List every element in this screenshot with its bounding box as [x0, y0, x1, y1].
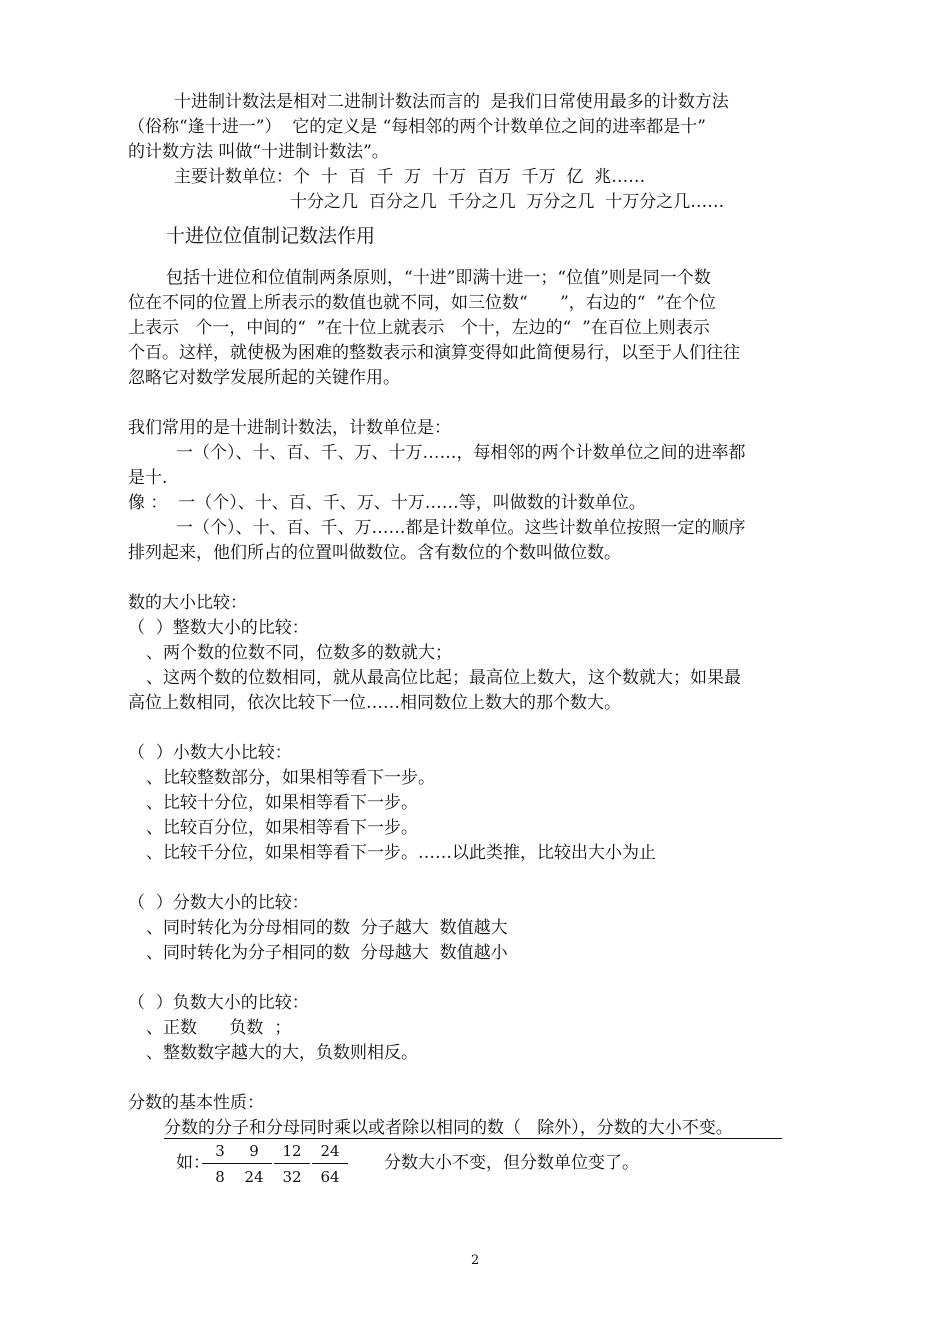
page-number: 2	[471, 1253, 480, 1268]
fraction-numerator: 9	[236, 1142, 272, 1164]
fraction	[274, 1142, 310, 1186]
subsection-title: （ ）整数大小的比较：	[128, 618, 309, 638]
subsection-title: （ ）负数大小的比较：	[128, 993, 309, 1013]
paragraph-line: 主要计数单位：个 十 百 千 万 十万 百万 千万 亿 兆……	[174, 167, 646, 187]
rule-underline	[164, 1138, 782, 1139]
list-item: 、同时转化为分子相同的数 分母越大 数值越小	[146, 943, 508, 963]
paragraph-line: （俗称“逢十进一”） 它的定义是 “每相邻的两个计数单位之间的进率都是十”	[128, 117, 706, 137]
list-item: 、比较百分位，如果相等看下一步。	[146, 818, 418, 838]
section-title: 分数的基本性质：	[128, 1093, 264, 1113]
list-item: 、比较整数部分，如果相等看下一步。	[146, 768, 435, 788]
fraction-denominator: 32	[282, 1168, 302, 1186]
paragraph-line: 高位上数相同，依次比较下一位……相同数位上数大的那个数大。	[128, 693, 621, 713]
subsection-title: （ ）分数大小的比较：	[128, 893, 309, 913]
list-item: 、正数 负数 ；	[146, 1018, 292, 1038]
paragraph-line: 像 ： 一（个）、十、百、千、万、十万……等，叫做数的计数单位。	[128, 493, 646, 513]
fraction-denominator: 24	[244, 1168, 264, 1186]
section-heading: 十进位位值制记数法作用	[166, 225, 376, 247]
underlined-rule: 分数的分子和分母同时乘以或者除以相同的数（ 除外），分数的大小不变。	[164, 1118, 733, 1138]
paragraph-line: 十进制计数法是相对二进制计数法而言的 是我们日常使用最多的计数方法	[174, 92, 729, 112]
paragraph-line: 的计数方法 叫做“十进制计数法”。	[128, 142, 389, 162]
paragraph-line: 包括十进位和位值制两条原则，“十进”即满十进一；“位值”则是同一个数	[166, 268, 711, 288]
subsection-title: （ ）小数大小比较：	[128, 743, 292, 763]
fraction-numerator: 24	[312, 1142, 348, 1164]
list-item: 、整数数字越大的大，负数则相反。	[146, 1043, 418, 1063]
fraction-denominator: 64	[320, 1168, 340, 1186]
section-title: 数的大小比较：	[128, 593, 247, 613]
fraction-numerator: 12	[274, 1142, 310, 1164]
list-item: 、两个数的位数不同，位数多的数就大；	[146, 643, 452, 663]
list-item: 、同时转化为分母相同的数 分子越大 数值越大	[146, 918, 508, 938]
fraction	[236, 1142, 272, 1186]
paragraph-line: 忽略它对数学发展所起的关键作用。	[128, 368, 400, 388]
paragraph-line: 排列起来，他们所占的位置叫做数位。含有数位的个数叫做位数。	[128, 543, 621, 563]
list-item: 、这两个数的位数相同，就从最高位比起；最高位上数大，这个数就大；如果最	[146, 668, 741, 688]
example-label: 如：	[176, 1153, 210, 1173]
paragraph-line: 我们常用的是十进制计数法，计数单位是：	[128, 418, 451, 438]
paragraph-line: 十分之几 百分之几 千分之几 万分之几 十万分之几……	[290, 192, 725, 212]
paragraph-line: 上表示 个一，中间的“ ”在十位上就表示 个十，左边的“ ”在百位上则表示	[128, 318, 710, 338]
fraction	[202, 1142, 238, 1186]
paragraph-line: 一（个）、十、百、千、万、十万……，每相邻的两个计数单位之间的进率都	[176, 443, 746, 463]
list-item: 、比较十分位，如果相等看下一步。	[146, 793, 418, 813]
paragraph-line: 位在不同的位置上所表示的数值也就不同，如三位数“ ”，右边的“ ”在个位	[128, 293, 716, 313]
paragraph-line: 个百。这样，就使极为困难的整数表示和演算变得如此简便易行，以至于人们往往	[128, 343, 740, 363]
paragraph-line: 是十.	[128, 468, 168, 488]
list-item: 、比较千分位，如果相等看下一步。……以此类推，比较出大小为止	[146, 843, 656, 863]
fraction-numerator: 3	[202, 1142, 238, 1164]
paragraph-line: 一（个）、十、百、千、万……都是计数单位。这些计数单位按照一定的顺序	[176, 518, 746, 538]
fraction-denominator: 8	[215, 1168, 225, 1186]
paragraph-line: 分数大小不变，但分数单位变了。	[384, 1153, 639, 1173]
fraction	[312, 1142, 348, 1186]
